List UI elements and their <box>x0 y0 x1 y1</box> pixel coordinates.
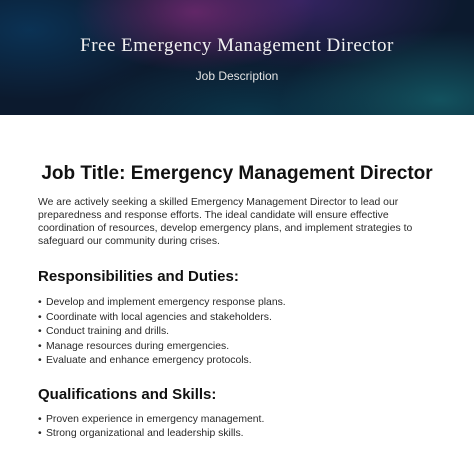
bullet-icon: • <box>38 428 42 439</box>
list-item-text: Manage resources during emergencies. <box>46 340 230 352</box>
responsibilities-heading: Responsibilities and Duties: <box>38 268 239 285</box>
qualifications-heading: Qualifications and Skills: <box>38 385 217 403</box>
list-item-text: Conduct training and drills. <box>46 326 170 337</box>
list-item <box>38 340 436 355</box>
list-item <box>38 325 436 340</box>
list-item-text: Proven experience in emergency management. <box>46 413 265 425</box>
header-banner <box>0 0 474 115</box>
list-item <box>38 354 436 369</box>
list-item-text: Strong organizational and leadership skills. <box>46 428 244 439</box>
list-item-text: Coordinate with local agencies and stakeholders. <box>46 311 272 323</box>
bullet-icon: • <box>38 413 42 425</box>
list-item <box>38 296 436 311</box>
qualifications-list <box>38 413 436 442</box>
responsibilities-list <box>38 296 436 369</box>
list-item-text: Develop and implement emergency response plans. <box>46 297 286 308</box>
bullet-icon: • <box>38 326 42 337</box>
banner-subtitle: Job Description <box>195 69 279 83</box>
document-body <box>38 163 436 442</box>
bullet-icon: • <box>38 340 42 352</box>
list-item <box>38 427 436 442</box>
banner-title: Free Emergency Management Director <box>80 35 394 56</box>
list-item <box>38 413 436 428</box>
bullet-icon: • <box>38 311 42 323</box>
list-item <box>38 311 436 326</box>
bullet-icon: • <box>38 355 42 366</box>
intro-paragraph: We are actively seeking a skilled Emergency Management Director to lead our preparedness and response efforts. The ideal candidate will ensure effective coordination of resources, develop emergency plans, and implement strategies to safeguard our community during crises. <box>38 197 413 247</box>
job-title: Job Title: Emergency Management Director <box>41 163 433 184</box>
bullet-icon: • <box>38 297 42 308</box>
list-item-text: Evaluate and enhance emergency protocols. <box>46 355 252 366</box>
